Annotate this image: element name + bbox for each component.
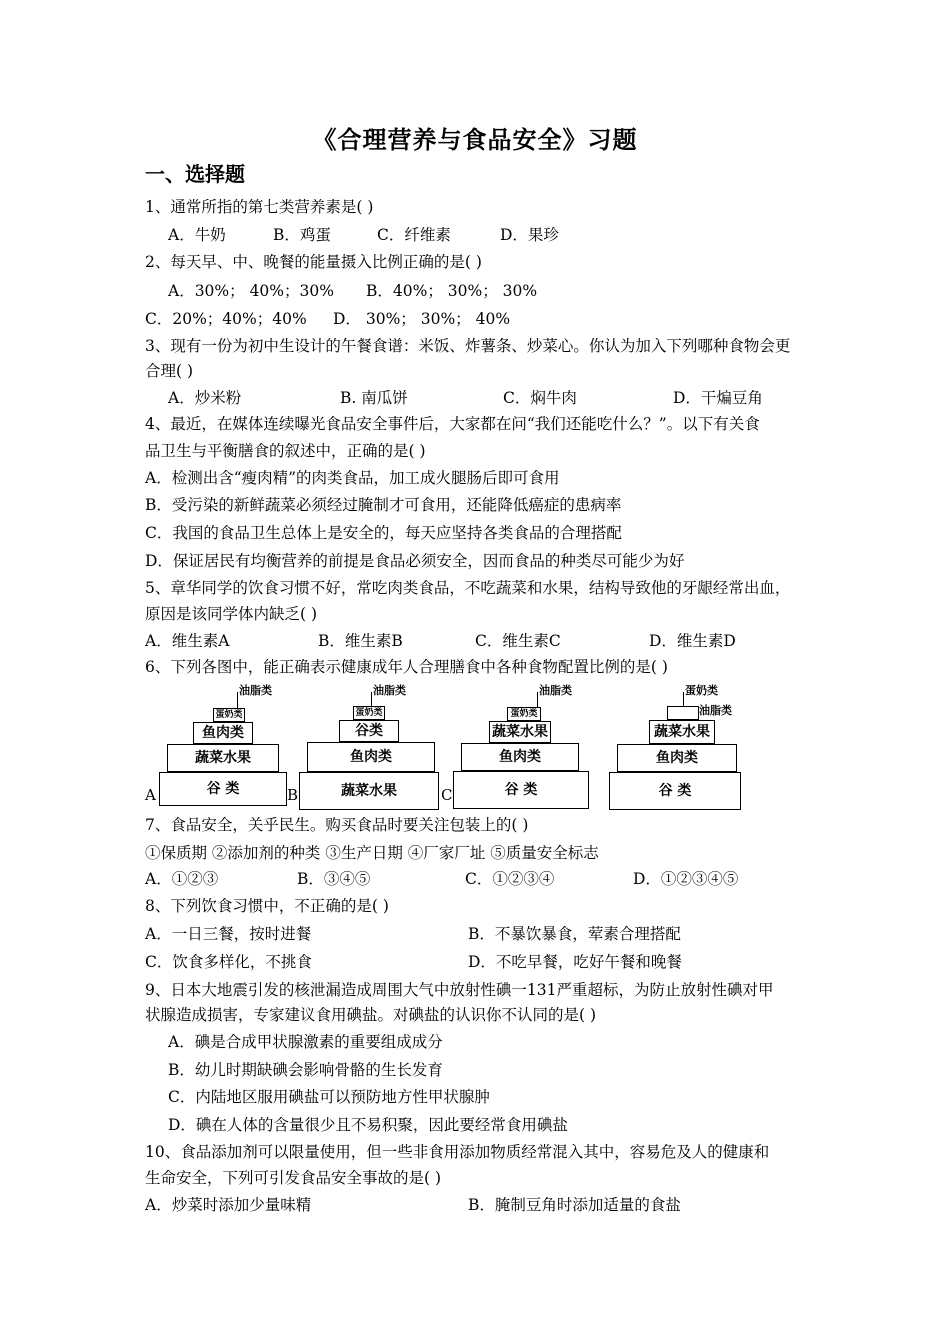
layer-grain: 谷 类 (609, 772, 741, 810)
question-9-stem-line2: 状腺造成损害，专家建议食用碘盐。对碘盐的认识你不认同的是( ) (145, 1006, 597, 1024)
question-4-option-c: C．我国的食品卫生总体上是安全的，每天应坚持各类食品的合理搭配 (145, 524, 622, 542)
diagram-c (441, 680, 591, 812)
layer-meat: 鱼肉类 (307, 742, 435, 772)
question-7-stem: 7、食品安全，关乎民生。购买食品时要关注包装上的( ) (145, 816, 529, 834)
question-6-stem: 6、下列各图中，能正确表示健康成年人合理膳食中各种食物配置比例的是( ) (145, 658, 668, 676)
question-9-option-c: C．内陆地区服用碘盐可以预防地方性甲状腺肿 (168, 1088, 490, 1106)
question-10-option-a: A．炒菜时添加少量味精 (145, 1196, 312, 1214)
option-c: C．维生素C (475, 632, 561, 650)
layer-veg: 蔬菜水果 (167, 744, 279, 772)
layer-milk: 蛋奶类 (213, 708, 245, 722)
question-1-options (168, 225, 559, 245)
option-a: A．①②③ (145, 870, 219, 888)
question-2-option-d: D． 30%； 30%； 40% (333, 310, 511, 328)
layer-grain: 谷 类 (159, 772, 287, 806)
option-b: B．维生素B (318, 632, 403, 650)
question-5-options (145, 631, 736, 651)
diagram-c-letter: C (441, 786, 453, 804)
label-oil: 油脂类 (239, 684, 272, 697)
question-10-option-b: B．腌制豆角时添加适量的食盐 (468, 1196, 681, 1214)
question-2-option-b: B．40%； 30%； 30% (366, 282, 538, 300)
layer-veg: 蔬菜水果 (299, 772, 439, 810)
label-milk: 蛋奶类 (685, 684, 718, 697)
question-8-option-c: C．饮食多样化，不挑食 (145, 953, 312, 971)
leader-line (683, 692, 684, 706)
question-8-option-b: B．不暴饮暴食，荤素合理搭配 (468, 925, 681, 943)
diagram-a-letter: A (145, 786, 156, 804)
question-3-stem-line1: 3、现有一份为初中生设计的午餐食谱：米饭、炸薯条、炒菜心。你认为加入下列哪种食物会更 (145, 337, 791, 355)
question-7-items: ①保质期 ②添加剂的种类 ③生产日期 ④厂家厂址 ⑤质量安全标志 (145, 844, 599, 862)
layer-meat: 鱼肉类 (461, 743, 579, 771)
page-title: 《合理营养与食品安全》习题 (312, 125, 638, 154)
question-8-option-a: A．一日三餐，按时进餐 (145, 925, 312, 943)
question-2-option-c: C．20%；40%；40% (145, 310, 307, 328)
option-b: B．鸡蛋 (273, 226, 331, 244)
question-10-stem-line2: 生命安全，下列可引发食品安全事故的是( ) (145, 1169, 442, 1187)
option-c: C．①②③④ (465, 870, 555, 888)
option-d: D．果珍 (500, 226, 559, 244)
question-7-options (145, 869, 738, 889)
label-oil: 油脂类 (373, 684, 406, 697)
option-b: B．③④⑤ (297, 870, 371, 888)
option-c: C．纤维素 (377, 226, 451, 244)
question-9-stem-line1: 9、日本大地震引发的核泄漏造成周围大气中放射性碘一131严重超标，为防止放射性碘对甲 (145, 981, 774, 999)
layer-veg: 蔬菜水果 (489, 721, 551, 743)
layer-milk: 蛋奶类 (507, 707, 541, 721)
question-4-option-d: D．保证居民有均衡营养的前提是食品必须安全，因而食品的种类尽可能少为好 (145, 552, 685, 570)
option-c: C．焖牛肉 (503, 389, 577, 407)
layer-grain: 谷类 (339, 720, 399, 742)
leader-line (371, 692, 372, 706)
layer-grain: 谷 类 (453, 771, 589, 809)
question-9-option-a: A．碘是合成甲状腺激素的重要组成成分 (168, 1033, 443, 1051)
question-5-stem-line2: 原因是该同学体内缺乏( ) (145, 605, 318, 623)
diagram-b-letter: B (287, 786, 299, 804)
option-a: A．维生素A (145, 632, 230, 650)
option-d: D．①②③④⑤ (633, 870, 739, 888)
question-9-option-d: D．碘在人体的含量很少且不易积聚，因此要经常食用碘盐 (168, 1116, 568, 1134)
question-2-option-a: A．30%； 40%；30% (168, 282, 334, 300)
option-a: A．牛奶 (168, 226, 226, 244)
question-4-option-a: A．检测出含“瘦肉精”的肉类食品，加工成火腿肠后即可食用 (145, 469, 560, 487)
option-d: D．维生素D (649, 632, 736, 650)
leader-line (537, 692, 538, 707)
label-oil: 油脂类 (699, 704, 732, 717)
leader-line (237, 692, 238, 708)
layer-veg: 蔬菜水果 (649, 720, 715, 744)
question-4-option-b: B．受污染的新鲜蔬菜必须经过腌制才可食用，还能降低癌症的患病率 (145, 496, 622, 514)
option-a: A．炒米粉 (168, 389, 242, 407)
section-heading: 一、选择题 (145, 162, 245, 186)
question-2-stem: 2、每天早、中、晚餐的能量摄入比例正确的是( ) (145, 253, 482, 271)
label-oil: 油脂类 (539, 684, 572, 697)
diagram-d (605, 680, 745, 812)
question-3-options (168, 388, 763, 408)
question-8-option-d: D．不吃早餐，吃好午餐和晚餐 (468, 953, 682, 971)
layer-top (667, 706, 699, 720)
option-d: D．干煸豆角 (673, 389, 763, 407)
question-5-stem-line1: 5、章华同学的饮食习惯不好，常吃肉类食品，不吃蔬菜和水果，结构导致他的牙龈经常出血， (145, 579, 791, 597)
question-4-stem-line1: 4、最近，在媒体连续曝光食品安全事件后，大家都在问“我们还能吃什么？”。以下有关食 (145, 415, 760, 433)
layer-meat: 鱼肉类 (617, 744, 737, 772)
question-3-stem-line2: 合理( ) (145, 362, 194, 380)
layer-meat: 鱼肉类 (193, 722, 253, 744)
question-10-stem-line1: 10、食品添加剂可以限量使用，但一些非食用添加物质经常混入其中，容易危及人的健康和 (145, 1143, 770, 1161)
question-4-stem-line2: 品卫生与平衡膳食的叙述中，正确的是( ) (145, 442, 426, 460)
question-1-stem: 1、通常所指的第七类营养素是( ) (145, 198, 374, 216)
question-9-option-b: B．幼儿时期缺碘会影响骨骼的生长发育 (168, 1061, 443, 1079)
diagram-a (145, 680, 290, 810)
option-b: B. 南瓜饼 (340, 389, 408, 407)
layer-milk: 蛋奶类 (353, 706, 385, 720)
question-8-stem: 8、下列饮食习惯中，不正确的是( ) (145, 897, 389, 915)
diagram-b (287, 680, 439, 812)
